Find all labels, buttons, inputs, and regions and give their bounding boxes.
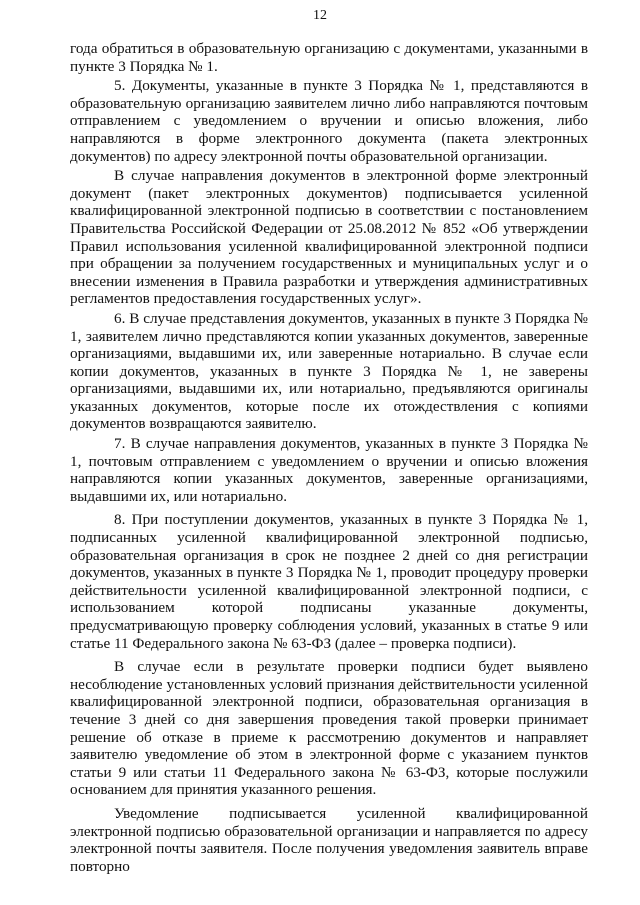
paragraph-item-5: 5. Документы, указанные в пункте 3 Порядка № 1, представляются в образовательную организацию заявителем лично либо направляются почтовым отправлением с уведомлением о вручении и описью вложения, либо направляются в форме электронного документа (пакета электронных документов) по адресу электронной почты образовательной организации. [70, 77, 588, 165]
paragraph-item-8: 8. При поступлении документов, указанных в пункте 3 Порядка № 1, подписанных усиленной квалифицированной электронной подписью, образовательная организация в срок не позднее 2 дней со дня регистрации документов, указанных в пункте 3 Порядка № 1, проводит процедуру проверки действительности усиленной квалифицированной электронной подписи, с использованием которой подписаны указанные документы, предусматривающую проверку соблюдения условий, указанных в статье 9 или статье 11 Федерального закона № 63-ФЗ (далее – проверка подписи). [70, 511, 588, 652]
paragraph-item-7: 7. В случае направления документов, указанных в пункте 3 Порядка № 1, почтовым отправлением с уведомлением о вручении и описью вложения направляются копии указанных документов, заверенные организациями, выдавшими их, или нотариально. [70, 435, 588, 505]
paragraph-continuation: года обратиться в образовательную организацию с документами, указанными в пункте 3 Порядка № 1. [70, 40, 588, 75]
paragraph-signature-check-failure: В случае если в результате проверки подписи будет выявлено несоблюдение установленных условий признания действительности усиленной квалифицированной электронной подписи, образовательная организация в течение 3 дней со дня завершения проведения такой проверки принимает решение об отказе в приеме к рассмотрению документов и направляет заявителю уведомление об этом в электронной форме с указанием пунктов статьи 9 или статьи 11 Федерального закона № 63-ФЗ, которые послужили основанием для принятия указанного решения. [70, 658, 588, 799]
paragraph-item-6: 6. В случае представления документов, указанных в пункте 3 Порядка № 1, заявителем лично представляются копии указанных документов, заверенные организациями, выдавшими их, или заверенные нотариально. В случае если копии документов, указанных в пункте 3 Порядка № 1, не заверены организациями, выдавшими их, или нотариально, предъявляются оригиналы указанных документов, которые после их отождествления с копиями документов возвращаются заявителю. [70, 309, 588, 433]
document-body [70, 40, 588, 877]
paragraph-notification: Уведомление подписывается усиленной квалифицированной электронной подписью образовательной организации и направляется по адресу электронной почты заявителя. После получения уведомления заявитель вправе повторно [70, 804, 588, 875]
paragraph-electronic-submission: В случае направления документов в электронной форме электронный документ (пакет электронных документов) подписывается усиленной квалифицированной электронной подписью в соответствии с постановлением Правительства Российской Федерации от 25.08.2012 № 852 «Об утверждении Правил использования усиленной квалифицированной электронной подписи при обращении за получением государственных и муниципальных услуг и о внесении изменения в Правила разработки и утверждения административных регламентов предоставления государственных услуг». [70, 167, 588, 308]
page-number: 12 [313, 8, 327, 23]
